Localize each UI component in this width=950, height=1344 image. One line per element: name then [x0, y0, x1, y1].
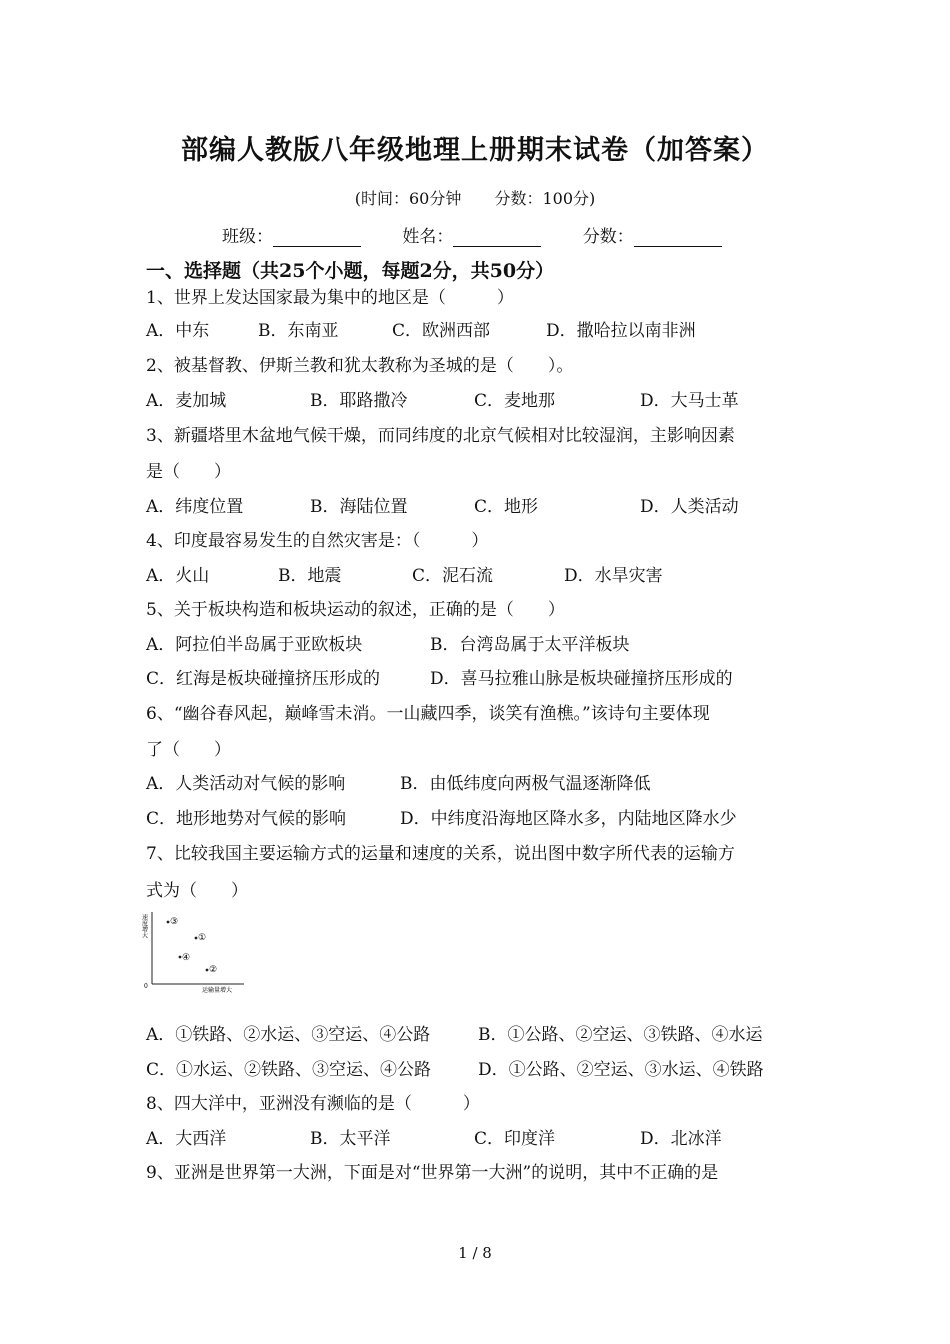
question-5: 5、关于板块构造和板块运动的叙述，正确的是（ ） — [146, 600, 565, 620]
name-field: 姓名： — [402, 222, 541, 247]
point-1-label: ① — [198, 933, 207, 943]
question-4: 4、印度最容易发生的自然灾害是：（ ） — [146, 531, 489, 551]
point-3-dot — [167, 921, 170, 924]
option-d: D．喜马拉雅山脉是板块碰撞挤压形成的 — [430, 669, 733, 689]
option-c: C．欧洲西部 — [392, 321, 491, 341]
option-c: C．①水运、②铁路、③空运、④公路 — [146, 1060, 432, 1080]
exam-score: 分数：100分) — [494, 189, 596, 208]
option-c: C．麦地那 — [474, 391, 556, 411]
option-a: A．火山 — [146, 566, 210, 586]
option-a: A．麦加城 — [146, 391, 227, 411]
student-info — [222, 222, 758, 247]
option-d: D．北冰洋 — [640, 1129, 722, 1149]
option-a: A．纬度位置 — [146, 497, 244, 517]
question-6-cont: 了（ ） — [146, 740, 231, 760]
question-9: 9、亚洲是世界第一大洲，下面是对“世界第一大洲”的说明，其中不正确的是 — [146, 1163, 719, 1183]
option-d: D．①公路、②空运、③水运、④铁路 — [478, 1060, 764, 1080]
option-c: C．地形地势对气候的影响 — [146, 809, 347, 829]
option-b: B．台湾岛属于太平洋板块 — [430, 635, 630, 655]
point-2-label: ② — [209, 965, 218, 975]
option-b: B．太平洋 — [310, 1129, 391, 1149]
question-2: 2、被基督教、伊斯兰教和犹太教称为圣城的是（ ）。 — [146, 356, 574, 376]
origin-label: 0 — [144, 983, 148, 990]
point-1-dot — [195, 937, 198, 940]
option-b: B．①公路、②空运、③铁路、④水运 — [478, 1025, 763, 1045]
option-d: D．大马士革 — [640, 391, 739, 411]
option-b: B．耶路撒冷 — [310, 391, 408, 411]
point-2-dot — [206, 969, 209, 972]
option-c: C．地形 — [474, 497, 539, 517]
page-title: 部编人教版八年级地理上册期末试卷（加答案） — [181, 135, 769, 166]
y-axis-label: 速度增大 — [140, 914, 148, 938]
x-axis-label: 运输量增大 — [202, 987, 233, 994]
option-a: A．大西洋 — [146, 1129, 227, 1149]
option-b: B．由低纬度向两极气温逐渐降低 — [400, 774, 651, 794]
option-c: C．印度洋 — [474, 1129, 556, 1149]
option-a: A．①铁路、②水运、③空运、④公路 — [146, 1025, 431, 1045]
point-4-label: ④ — [182, 953, 191, 963]
point-4-dot — [179, 956, 182, 959]
transport-figure — [140, 908, 248, 994]
exam-time: (时间：60分钟 — [354, 189, 462, 208]
option-c: C．红海是板块碰撞挤压形成的 — [146, 669, 381, 689]
class-blank[interactable] — [273, 230, 361, 247]
option-a: A．人类活动对气候的影响 — [146, 774, 346, 794]
option-c: C．泥石流 — [412, 566, 494, 586]
option-d: D．撒哈拉以南非洲 — [546, 321, 696, 341]
score-field: 分数： — [583, 222, 722, 247]
page-number: 1 / 8 — [458, 1244, 492, 1262]
option-b: B．海陆位置 — [310, 497, 408, 517]
question-7: 7、比较我国主要运输方式的运量和速度的关系，说出图中数字所代表的运输方 — [146, 844, 735, 864]
option-b: B．地震 — [278, 566, 342, 586]
question-7-cont: 式为（ ） — [146, 881, 248, 901]
option-b: B．东南亚 — [258, 321, 339, 341]
option-d: D．中纬度沿海地区降水多，内陆地区降水少 — [400, 809, 737, 829]
name-blank[interactable] — [453, 230, 541, 247]
option-d: D．人类活动 — [640, 497, 739, 517]
question-1: 1、世界上发达国家最为集中的地区是（ ） — [146, 288, 514, 308]
score-blank[interactable] — [634, 230, 722, 247]
section-heading: 一、选择题（共25个小题，每题2分，共50分） — [146, 260, 555, 282]
question-3-cont: 是（ ） — [146, 462, 231, 482]
question-3: 3、新疆塔里木盆地气候干燥，而同纬度的北京气候相对比较湿润，主影响因素 — [146, 426, 735, 446]
question-6: 6、“幽谷春风起，巅峰雪未消。一山藏四季，谈笑有渔樵。”该诗句主要体现 — [146, 704, 710, 724]
question-8: 8、四大洋中，亚洲没有濒临的是（ ） — [146, 1094, 480, 1114]
class-field: 班级： — [222, 222, 361, 247]
option-d: D．水旱灾害 — [564, 566, 663, 586]
point-3-label: ③ — [170, 917, 179, 927]
option-a: A．中东 — [146, 321, 210, 341]
exam-meta — [0, 186, 950, 209]
option-a: A．阿拉伯半岛属于亚欧板块 — [146, 635, 363, 655]
